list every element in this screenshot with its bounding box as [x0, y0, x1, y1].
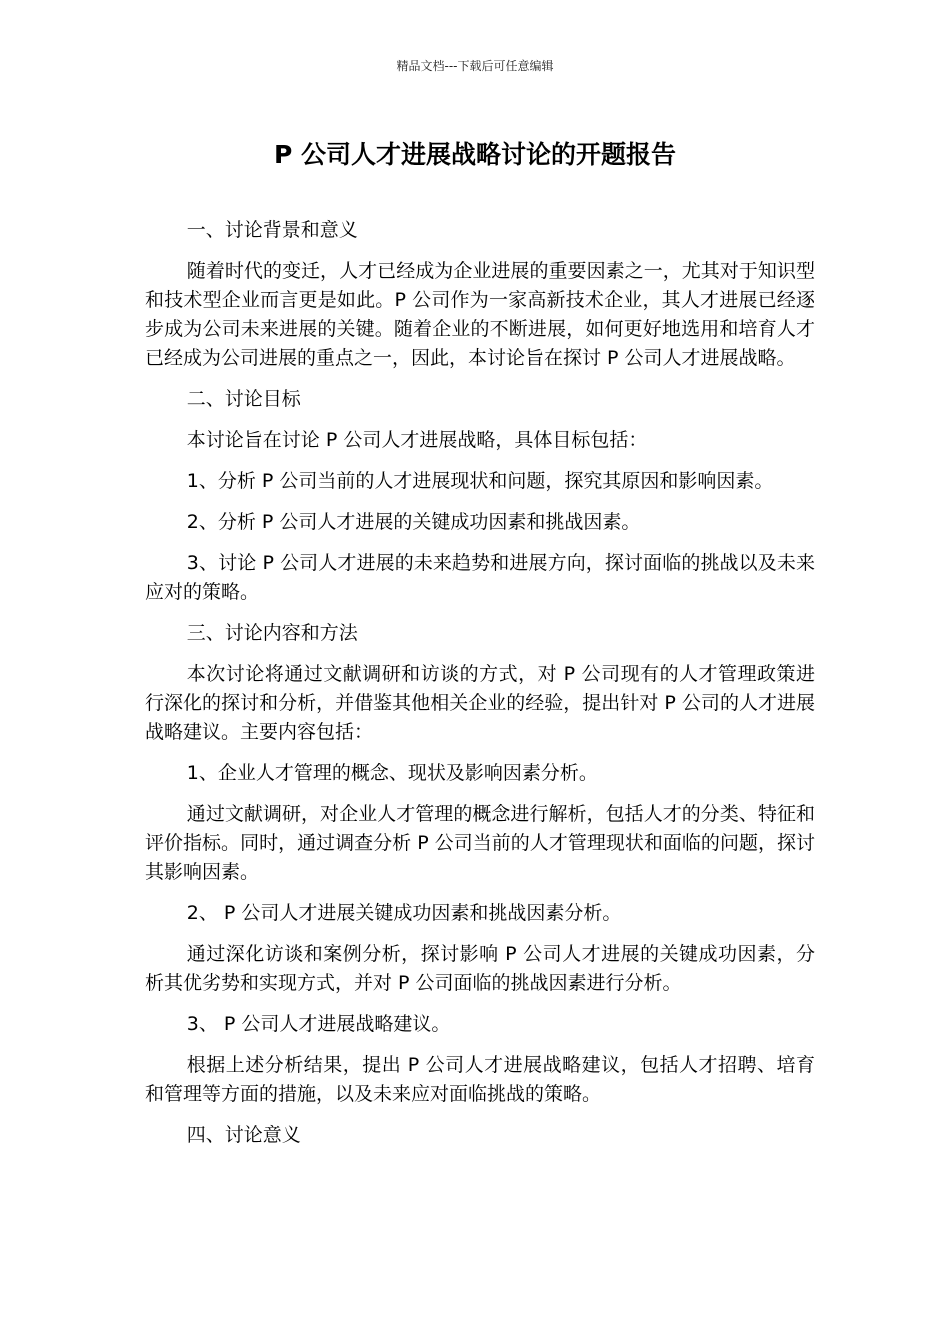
section-heading-objectives: 二、讨论目标 [186, 388, 301, 410]
page-header: 精品文档---下载后可任意编辑 [396, 59, 554, 73]
content-item-2: 2、 P 公司人才进展关键成功因素和挑战因素分析。 [186, 902, 622, 924]
paragraph-background: 随着时代的变迁，人才已经成为企业进展的重要因素之一，尤其对于知识型和技术型企业而言更是如此。P 公司作为一家高新技术企业，其人才进展已经逐步成为公司未来进展的关键。随着企业的不断进展，如何更好地选用和培育人才已经成为公司进展的重点之一，因此，本讨论旨在探讨 P 公司人才进展战略。 [145, 260, 815, 369]
paragraph-objectives-intro: 本讨论旨在讨论 P 公司人才进展战略，具体目标包括： [186, 429, 648, 451]
objective-item-1: 1、分析 P 公司当前的人才进展现状和问题，探究其原因和影响因素。 [186, 470, 774, 492]
objective-item-3: 3、讨论 P 公司人才进展的未来趋势和进展方向，探讨面临的挑战以及未来应对的策略。 [145, 552, 815, 603]
paragraph-content-item-1-detail: 通过文献调研，对企业人才管理的概念进行解析，包括人才的分类、特征和评价指标。同时，通过调查分析 P 公司当前的人才管理现状和面临的问题，探讨其影响因素。 [145, 803, 815, 883]
document-title: P 公司人才进展战略讨论的开题报告 [273, 140, 677, 169]
document-body [145, 216, 815, 1162]
paragraph-content-intro: 本次讨论将通过文献调研和访谈的方式，对 P 公司现有的人才管理政策进行深化的探讨和分析，并借鉴其他相关企业的经验，提出针对 P 公司的人才进展战略建议。主要内容包括： [145, 663, 815, 743]
section-heading-background: 一、讨论背景和意义 [186, 219, 358, 241]
content-item-3: 3、 P 公司人才进展战略建议。 [186, 1013, 451, 1035]
section-heading-significance: 四、讨论意义 [186, 1124, 301, 1146]
section-heading-content-methods: 三、讨论内容和方法 [186, 622, 358, 644]
paragraph-content-item-2-detail: 通过深化访谈和案例分析，探讨影响 P 公司人才进展的关键成功因素，分析其优劣势和实现方式，并对 P 公司面临的挑战因素进行分析。 [145, 943, 815, 994]
paragraph-content-item-3-detail: 根据上述分析结果，提出 P 公司人才进展战略建议，包括人才招聘、培育和管理等方面的措施，以及未来应对面临挑战的策略。 [145, 1054, 815, 1105]
objective-item-2: 2、分析 P 公司人才进展的关键成功因素和挑战因素。 [186, 511, 641, 533]
content-item-1: 1、企业人才管理的概念、现状及影响因素分析。 [186, 762, 598, 784]
